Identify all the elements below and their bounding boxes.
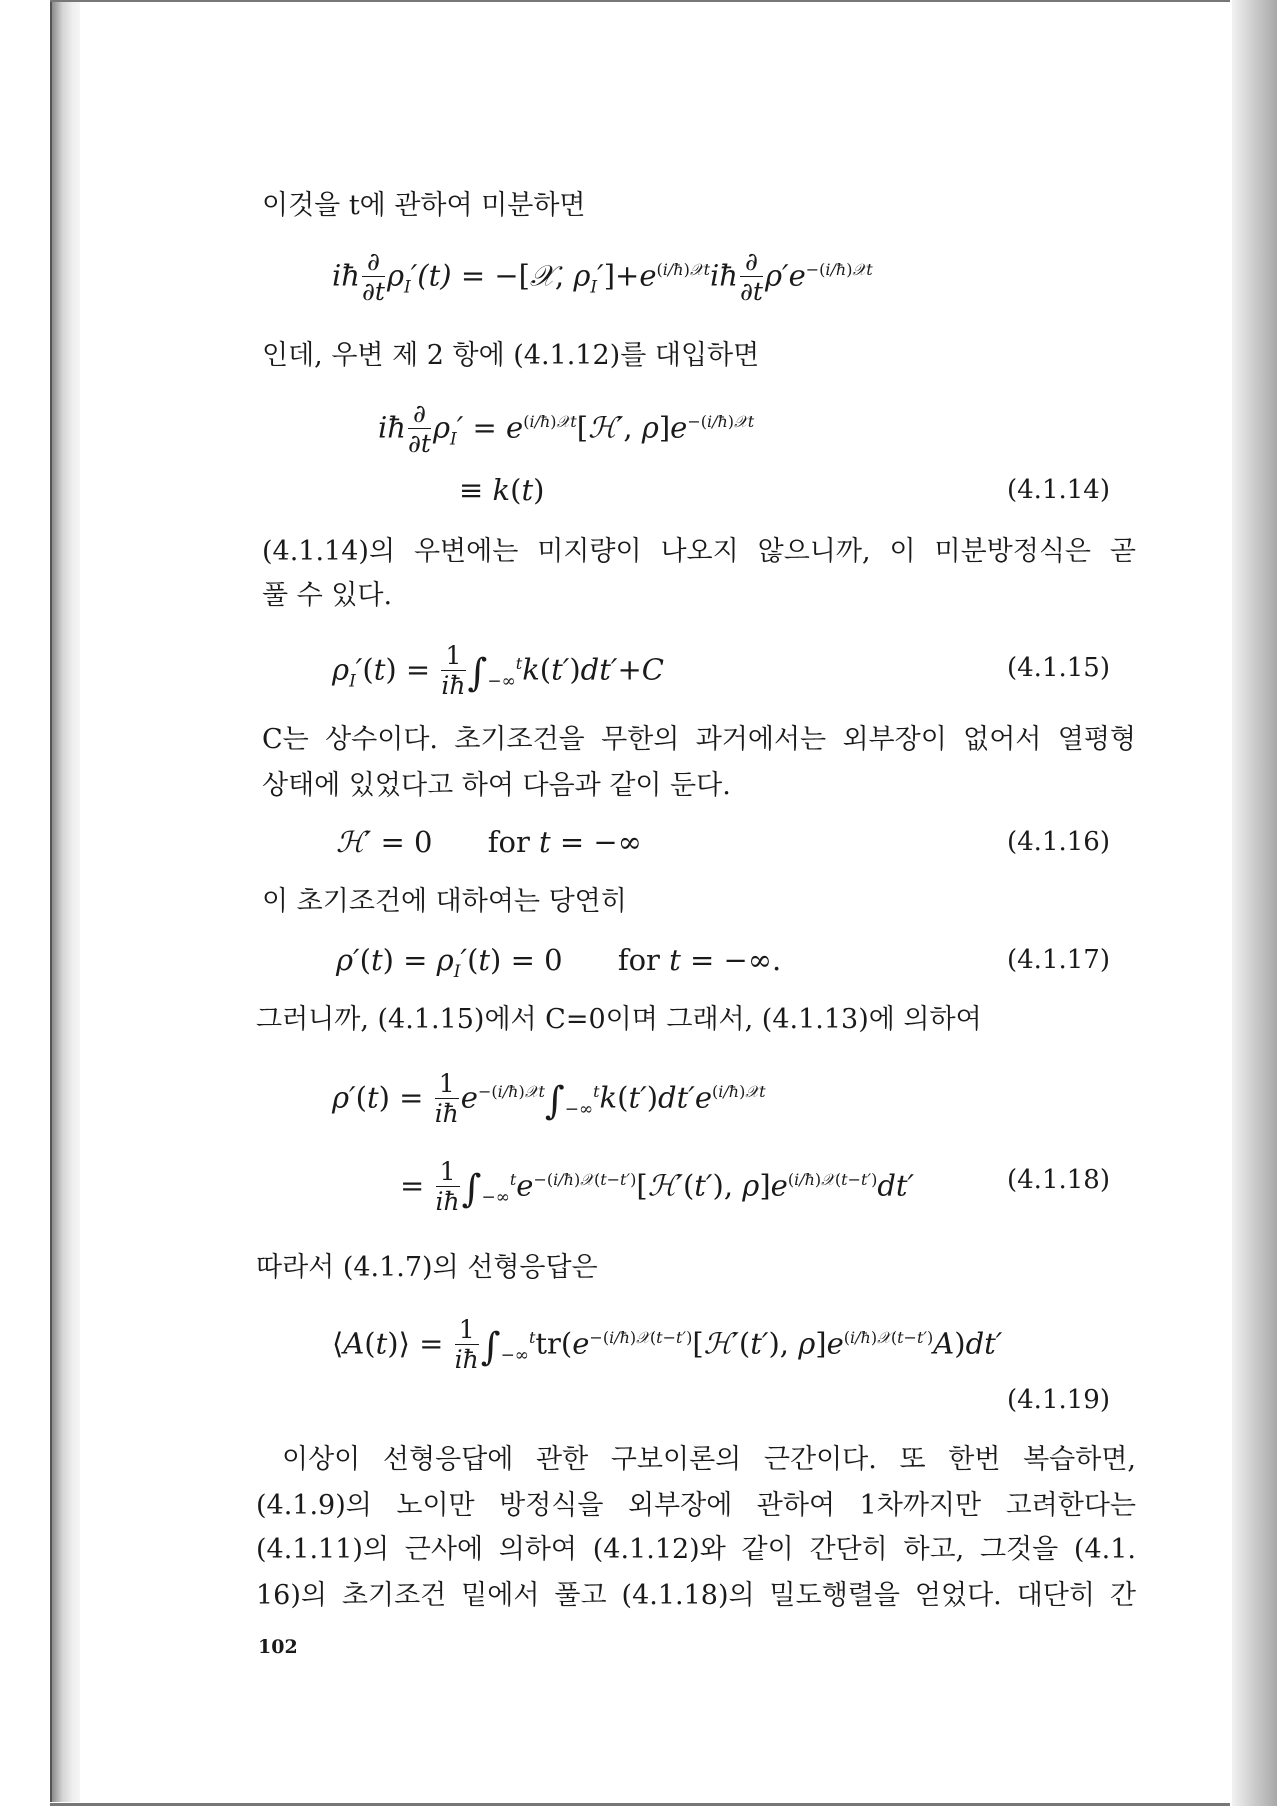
text-line-3: (4.1.14)의 우변에는 미지량이 나오지 않으니까, 이 미분방정식은 곧: [262, 536, 1136, 567]
equation-k-definition: ≡ k(t): [459, 473, 545, 507]
text-line-13: 16)의 초기조건 밑에서 풀고 (4.1.18)의 밀도행렬을 얻었다. 대단히 간: [256, 1580, 1136, 1611]
text-line-10: 이상이 선형응답에 관한 구보이론의 근간이다. 또 한번 복습하면,: [282, 1444, 1136, 1475]
text-line-1: 이것을 t에 관하여 미분하면: [262, 190, 586, 221]
text-line-8: 그러니까, (4.1.15)에서 C=0이며 그래서, (4.1.13)에 의하여: [256, 1004, 982, 1035]
text-line-7: 이 초기조건에 대하여는 당연히: [262, 886, 627, 917]
text-line-9: 따라서 (4.1.7)의 선형응답은: [256, 1252, 598, 1283]
equation-linear-response: ⟨A(t)⟩ = $\frac{1}{iħ}$ $\int_{-\infty}^ttr(e^{-(i/ħ)𝒳(t-t')}[ℋ'(t')$, $\rho]e^{(i/ħ)𝒳(t-t')}A)dt'$: [332, 1315, 1003, 1374]
book-spine: [50, 2, 82, 1802]
equation-number-4-1-16: (4.1.16): [1007, 827, 1110, 857]
for-word-2: for: [617, 943, 660, 977]
page-number: 102: [258, 1636, 298, 1658]
equation-initial-condition: ℋ′ = 0 for t = −∞: [336, 825, 642, 859]
equation-substituted: iħ $\frac{\partial}{\partial t}$ $\rho_I'$ = $e^{(i/ħ)𝒳t}[ℋ'$, $\rho]e^{-(i/ħ)𝒳t}$: [378, 399, 755, 458]
equation-rho-zero: $\rho'(t) = \rho_I'(t) = 0$ for t = −∞.: [336, 943, 782, 982]
equation-number-4-1-19: (4.1.19): [1007, 1385, 1110, 1415]
text-line-6: 상태에 있었다고 하여 다음과 같이 둔다.: [262, 770, 731, 801]
text-line-5: C는 상수이다. 초기조건을 무한의 과거에서는 외부장이 없어서 열평형: [262, 724, 1136, 755]
equation-number-4-1-15: (4.1.15): [1007, 653, 1110, 683]
equation-rho-prime-line-1: ρ′(t) = $\frac{1}{iħ}$ $e^{-(i/ħ)𝒳t}\int_{-\infty}^tk(t')dt'e^{(i/ħ)𝒳t}$: [332, 1069, 766, 1128]
equation-derivative: iħ $\frac{\partial}{\partial t}$ $\rho_I'(t)$ = −[𝒳, $\rho_I']+e^{(i/ħ)𝒳t}iħ$ $\frac{\partial}{\partial t}$ $\rho'e^{-(i/ħ)𝒳t}$: [332, 247, 873, 306]
equation-number-4-1-17: (4.1.17): [1007, 945, 1110, 975]
text-line-2: 인데, 우변 제 2 항에 (4.1.12)를 대입하면: [262, 340, 760, 371]
text-line-11: (4.1.9)의 노이만 방정식을 외부장에 관하여 1차까지만 고려한다는: [256, 1490, 1136, 1521]
equation-rho-prime-line-2: = $\frac{1}{iħ}$ $\int_{-\infty}^te^{-(i/ħ)𝒳(t-t')}[ℋ'(t')$, $\rho]e^{(i/ħ)𝒳(t-t')}dt'$: [400, 1157, 915, 1216]
for-word: for: [487, 825, 530, 859]
equation-number-4-1-18: (4.1.18): [1007, 1165, 1110, 1195]
equation-number-4-1-14: (4.1.14): [1007, 475, 1110, 505]
page-edge-shadow: [1232, 0, 1277, 1806]
text-line-4: 풀 수 있다.: [262, 580, 393, 611]
equation-rho-integral: $\rho_I'(t)$ = $\frac{1}{iħ}$ $\int_{-\infty}^tk(t')dt'+C$: [332, 641, 664, 700]
text-line-12: (4.1.11)의 근사에 의하여 (4.1.12)와 같이 간단히 하고, 그것을 (4.1.: [256, 1534, 1136, 1565]
